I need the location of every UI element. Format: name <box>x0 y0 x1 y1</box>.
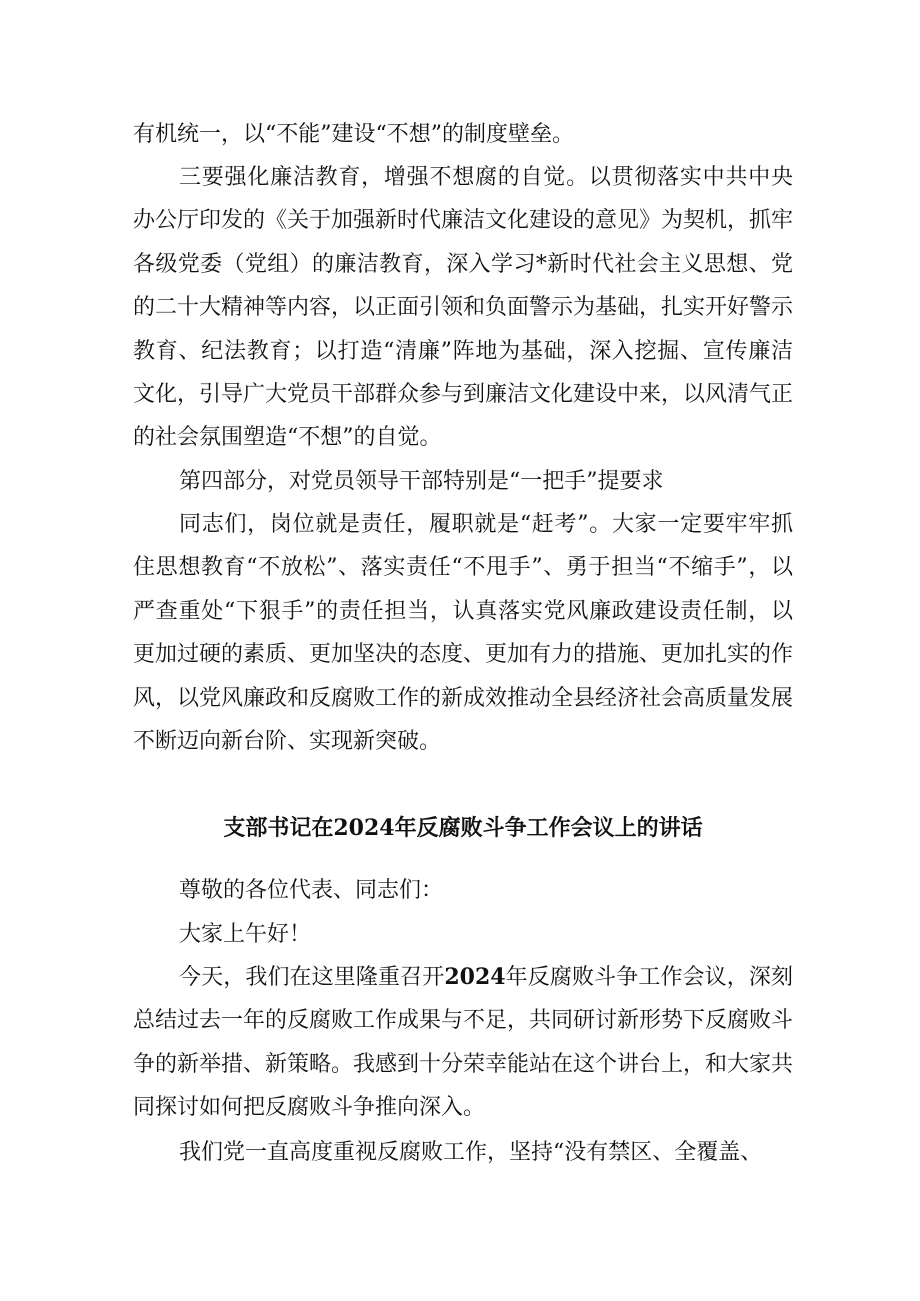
opening-text-a: 今天，我们在这里隆重召开 <box>179 965 445 990</box>
opening-text-b: 年反腐败斗争工作会议，深刻总结过去一年的反腐败工作成果与不足，共同研讨新形势下反腐败斗争的新举措、新策略。我感到十分荣幸能站在这个讲台上，和大家共同探讨如何把反腐败斗争推向深入。 <box>133 965 794 1121</box>
year-text: 2024 <box>444 964 506 990</box>
paragraph-continuation: 有机统一，以“不能”建设“不想”的制度壁垒。 <box>133 122 574 147</box>
greeting: 大家上午好！ <box>179 922 312 947</box>
paragraph-point-three: 三要强化廉洁教育，增强不想腐的自觉。以贯彻落实中共中央办公厅印发的《关于加强新时代廉洁文化建设的意见》为契机，抓牢各级党委（党组）的廉洁教育，深入学习*新时代社会主义思想、党的二十大精神等内容，以正面引领和负面警示为基础，扎实开好警示教育、纪法教育；以打造“清廉”阵地为基础，深入挖掘、宣传廉洁文化，引导广大党员干部群众参与到廉洁文化建设中来，以风清气正的社会氛围塑造“不想”的自觉。 <box>133 165 794 451</box>
paragraph-opening <box>133 956 793 1130</box>
part-four-heading: 第四部分，对党员领导干部特别是“一把手”提要求 <box>179 469 664 494</box>
speech-title: 支部书记在2024年反腐败斗争工作会议上的讲话 <box>223 815 703 841</box>
paragraph-party-emphasis: 我们党一直高度重视反腐败工作，坚持“没有禁区、全覆盖、 <box>179 1140 763 1165</box>
paragraph-part-four-body: 同志们，岗位就是责任，履职就是“赶考”。大家一定要牢牢抓住思想教育“不放松”、落实责任“不甩手”、勇于担当“不缩手”，以严查重处“下狠手”的责任担当，认真落实党风廉政建设责任制，以更加过硬的素质、更加坚决的态度、更加有力的措施、更加扎实的作风，以党风廉政和反腐败工作的新成效推动全县经济社会高质量发展不断迈向新台阶、实现新突破。 <box>133 512 794 755</box>
salutation: 尊敬的各位代表、同志们： <box>179 878 444 903</box>
